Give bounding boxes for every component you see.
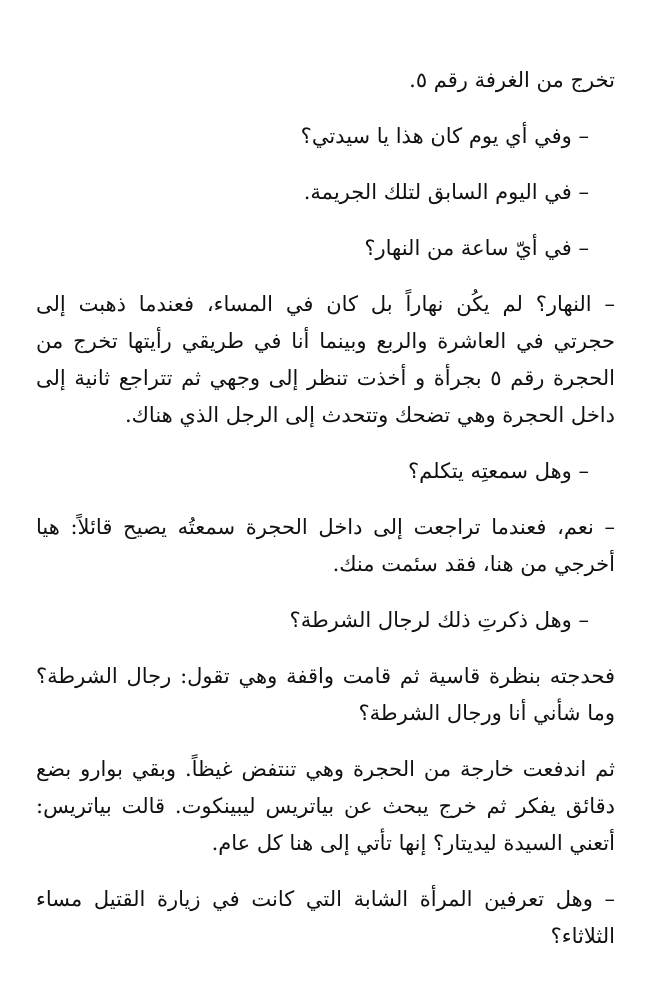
dialogue-paragraph-11: – وهل تعرفين المرأة الشابة التي كانت في زيارة القتيل مساء الثلاثاء؟	[36, 887, 615, 948]
book-page	[36, 62, 615, 974]
dialogue-line-2: – وفي أي يوم كان هذا يا سيدتي؟	[300, 124, 589, 148]
narration-paragraph-10: ثم اندفعت خارجة من الحجرة وهي تنتفض غيظاً. وبقي بوارو بضع دقائق يفكر ثم خرج يبحث عن بياتريس ليبينكوت. قالت بياتريس: أتعني السيدة ليديتار؟ إنها تأتي إلى هنا كل عام.	[36, 757, 615, 855]
dialogue-line-6: – وهل سمعتِه يتكلم؟	[408, 459, 589, 483]
dialogue-line-4: – في أيّ ساعة من النهار؟	[364, 236, 589, 260]
narration-paragraph-9: فحدجته بنظرة قاسية ثم قامت واقفة وهي تقول: رجال الشرطة؟ وما شأني أنا ورجال الشرطة؟	[36, 664, 615, 725]
dialogue-line-8: – وهل ذكرتِ ذلك لرجال الشرطة؟	[289, 608, 589, 632]
dialogue-paragraph-5: – النهار؟ لم يكُن نهاراً بل كان في المساء، فعندما ذهبت إلى حجرتي في العاشرة والربع وبينما أنا في طريقي رأيتها تخرج من الحجرة رقم ٥ بجرأة و أخذت تنظر إلى وجهي ثم تتراجع ثانية إلى داخل الحجرة وهي تضحك وتتحدث إلى الرجل الذي هناك.	[36, 292, 615, 427]
dialogue-paragraph-7: – نعم، فعندما تراجعت إلى داخل الحجرة سمعتُه يصيح قائلاً: هيا أخرجي من هنا، فقد سئمت منك.	[36, 515, 615, 576]
paragraph-1: تخرج من الغرفة رقم ٥.	[409, 68, 615, 92]
dialogue-line-3: – في اليوم السابق لتلك الجريمة.	[303, 180, 589, 204]
